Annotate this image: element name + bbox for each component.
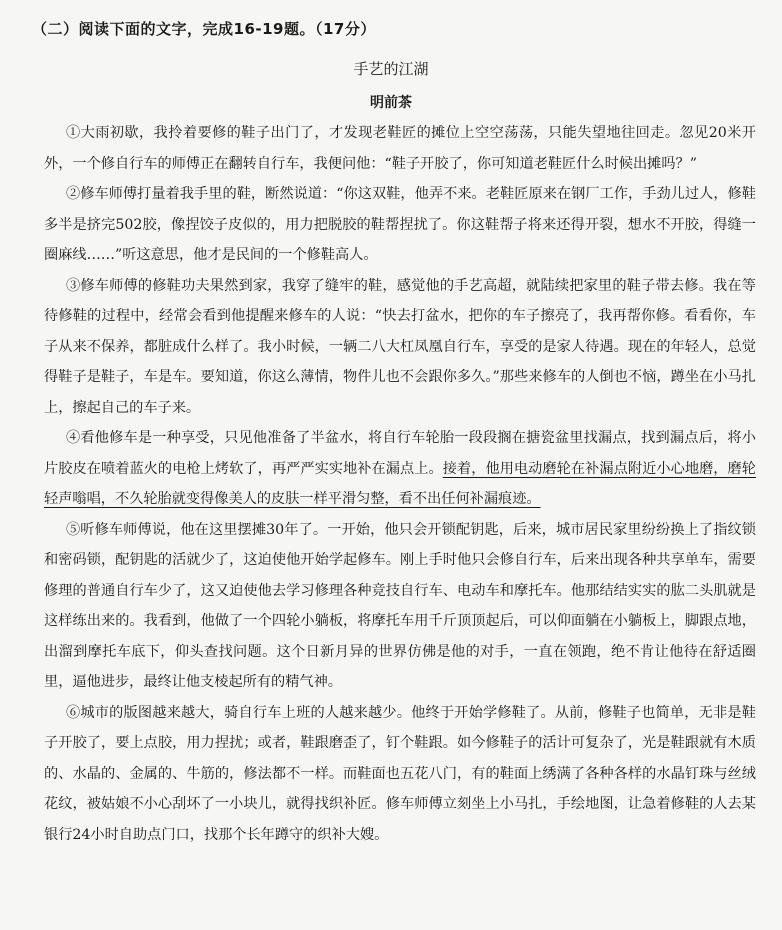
paragraph-number: ⑥ xyxy=(66,704,81,721)
article-author: 明前茶 xyxy=(370,95,412,111)
paragraph-number: ④ xyxy=(66,430,81,446)
underlined-sentence: 接着，他用电动磨轮在补漏点附近小心地磨，磨轮轻声嗡唱，不久轮胎就变得像美人的皮肤一样平滑匀整，看不出任何补漏痕迹。 xyxy=(44,460,756,507)
paragraph-5 xyxy=(44,515,756,698)
paragraph-4 xyxy=(44,423,756,515)
paragraph-3 xyxy=(44,271,756,424)
paragraph-number: ⑤ xyxy=(66,521,81,538)
paragraph-text: 修车师傅的修鞋功夫果然到家，我穿了缝牢的鞋，感觉他的手艺高超，就陆续把家里的鞋子带去修。我在等待修鞋的过程中，经常会看到他提醒来修车的人说：“快去打盆水，把你的车子擦亮了，我再帮你修。看看你，车子从来不保养，都脏成什么样了。我小时候，一辆二八大杠凤凰自行车，享受的是家人待遇。现在的年轻人，总觉得鞋子是鞋子，车是车。要知道，你这么薄情，物件儿也不会跟你多久。”那些来修车的人倒也不恼，蹲坐在小马扎上，擦起自己的车子来。 xyxy=(44,277,756,416)
paragraph-1 xyxy=(44,118,756,179)
paragraph-number: ③ xyxy=(66,277,81,294)
paragraph-text: 听修车师傅说，他在这里摆摊30年了。一开始，他只会开锁配钥匙，后来，城市居民家里纷纷换上了指纹锁和密码锁，配钥匙的活就少了，这迫使他开始学起修车。刚上手时他只会修自行车，后来出现各种共享单车，需要修理的普通自行车少了，这又迫使他去学习修理各种竞技自行车、电动车和摩托车。他那结结实实的肱二头肌就是这样练出来的。我看到，他做了一个四轮小躺板，将摩托车用千斤顶顶起后，可以仰面躺在小躺板上，脚跟点地，出溜到摩托车底下，仰头查找问题。这个日新月异的世界仿佛是他的对手，一直在领跑，绝不肯让他待在舒适圈里，逼他进步，最终让他支棱起所有的精气神。 xyxy=(44,521,756,690)
paragraph-number: ① xyxy=(66,125,81,141)
paragraph-text: 城市的版图越来越大，骑自行车上班的人越来越少。他终于开始学修鞋了。从前，修鞋子也简单，无非是鞋子开胶了，要上点胶，用力捏扰；或者，鞋跟磨歪了，钉个鞋跟。如今修鞋子的活计可复杂了，光是鞋跟就有木质的、水晶的、金属的、牛筋的，修法都不一样。而鞋面也五花八门，有的鞋面上绣满了各种各样的水晶钉珠与丝绒花纹，被姑娘不小心刮坏了一小块儿，就得找织补匠。修车师傅立刻坐上小马扎，手绘地图，让急着修鞋的人去某银行24小时自助点门口，找那个长年蹲守的织补大嫂。 xyxy=(44,704,756,843)
section-header: （二）阅读下面的文字，完成16-19题。（17分） xyxy=(32,20,376,38)
paragraph-2 xyxy=(44,179,756,271)
article-body xyxy=(44,118,756,850)
paragraph-6 xyxy=(44,698,756,851)
article-title: 手艺的江湖 xyxy=(353,60,429,78)
paragraph-text: 看他修车是一种享受，只见他准备了半盆水，将自行车轮胎一段段搁在搪瓷盆里找漏点，找到漏点后，将小片胶皮在喷着蓝火的电枪上烤软了，再严严实实地补在漏点上。 xyxy=(44,430,756,477)
paragraph-text: 大雨初歇，我拎着要修的鞋子出门了，才发现老鞋匠的摊位上空空荡荡，只能失望地往回走。忽见20米开外，一个修自行车的师傅正在翻转自行车，我便问他：“鞋子开胶了，你可知道老鞋匠什么时候出摊吗？” xyxy=(44,125,756,172)
paragraph-number: ② xyxy=(66,186,81,202)
paragraph-text: 修车师傅打量着我手里的鞋，断然说道：“你这双鞋，他弄不来。老鞋匠原来在钢厂工作，手劲儿过人，修鞋多半是挤完502胶，像捏饺子皮似的，用力把脱胶的鞋帮捏扰了。你这鞋帮子将来还得开裂，想水不开胶，得缝一圈麻线……”听这意思，他才是民间的一个修鞋高人。 xyxy=(44,186,756,263)
